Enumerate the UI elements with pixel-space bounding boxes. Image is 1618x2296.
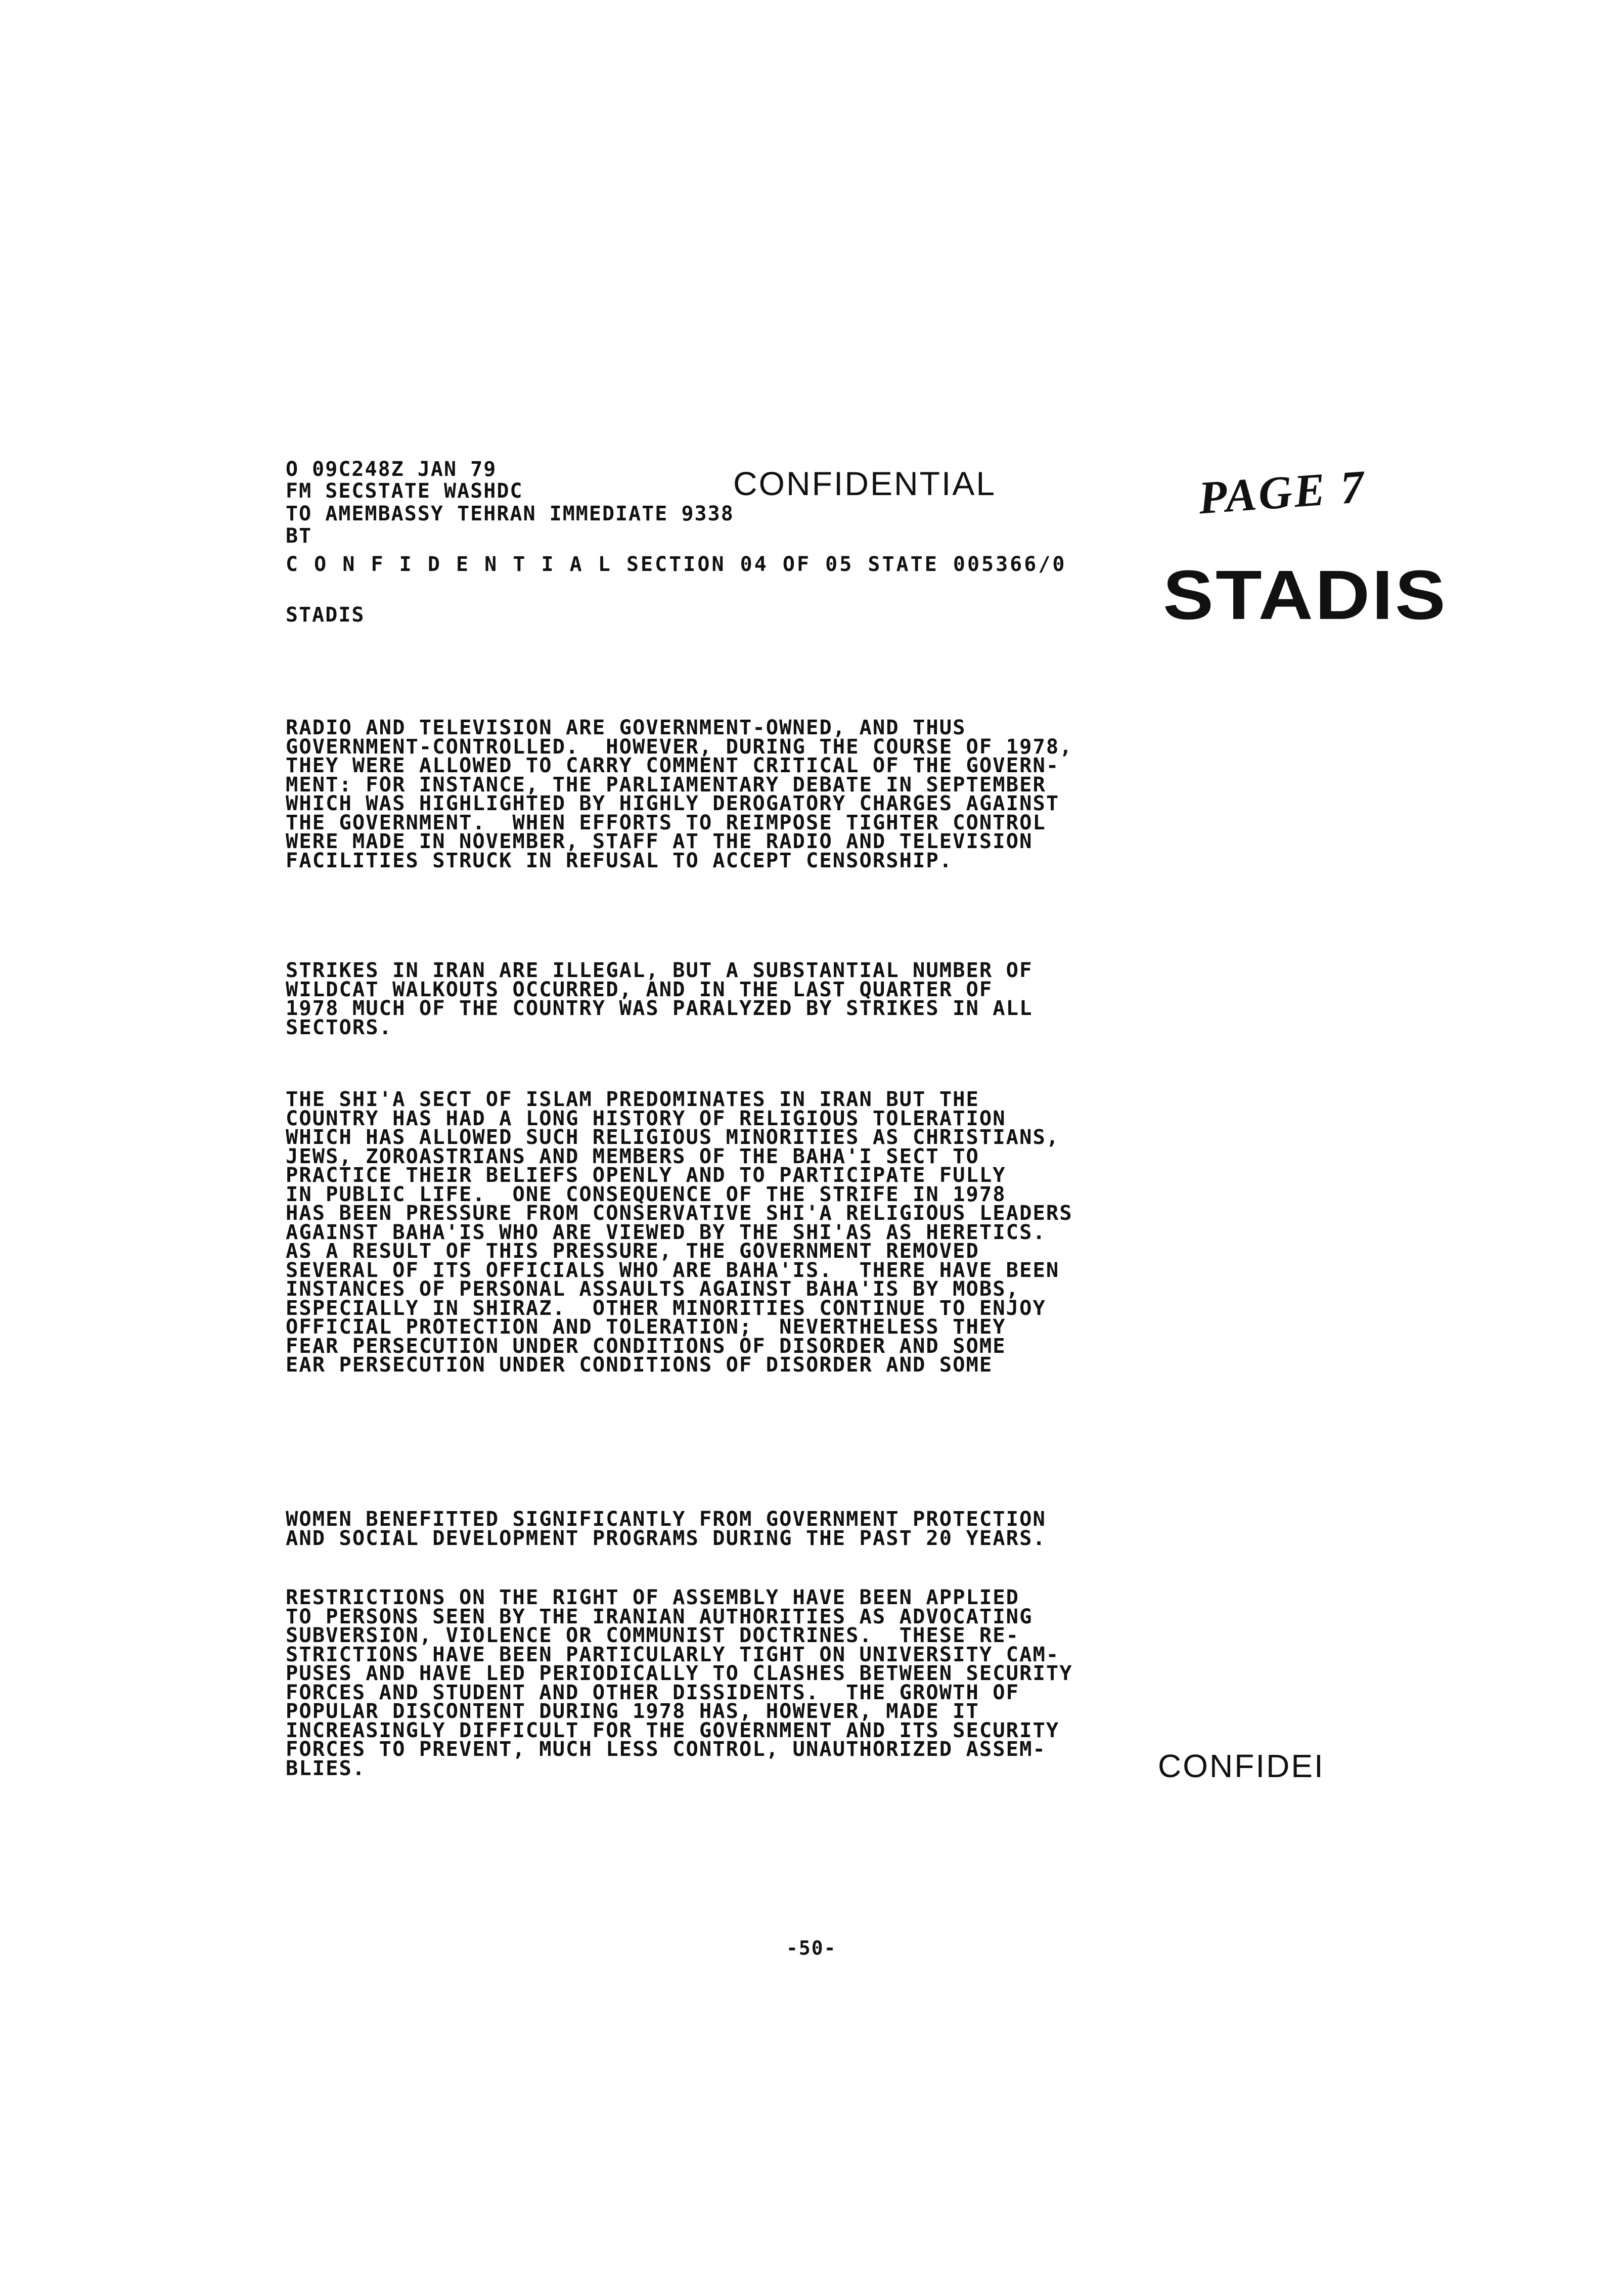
- dtg-line: O 09C248Z JAN 79: [286, 458, 497, 481]
- to-line: TO AMEMBASSY TEHRAN IMMEDIATE 9338: [286, 502, 734, 525]
- confidential-stamp-bottom: CONFIDEI: [1158, 1748, 1325, 1784]
- page-number: -50-: [786, 1937, 837, 1959]
- paragraph-religious-minorities: THE SHI'A SECT OF ISLAM PREDOMINATES IN IRAN BUT THE COUNTRY HAS HAD A LONG HISTORY OF RELIGIOUS TOLERATION WHICH HAS ALLOWED SUCH RELIGIOUS MINORITIES AS CHRISTIANS, JEWS, ZOROASTRIANS AND MEMBERS OF THE BAHA'I SECT TO PRACTICE THEIR BELIEFS OPENLY AND TO PARTICIPATE FULLY IN PUBLIC LIFE. ONE CONSEQUENCE OF THE STRIFE IN 1978 HAS BEEN PRESSURE FROM CONSERVATIVE SHI'A RELIGIOUS LEADERS AGAINST BAHA'IS WHO ARE VIEWED BY THE SHI'AS AS HERETICS. AS A RESULT OF THIS PRESSURE, THE GOVERNMENT REMOVED SEVERAL OF ITS OFFICIALS WHO ARE BAHA'IS. THERE HAVE BEEN INSTANCES OF PERSONAL ASSAULTS AGAINST BAHA'IS BY MOBS, ESPECIALLY IN SHIRAZ. OTHER MINORITIES CONTINUE TO ENJOY OFFICIAL PROTECTION AND TOLERATION; NEVERTHELESS THEY FEAR PERSECUTION UNDER CONDITIONS OF DISORDER AND SOME EAR PERSECUTION UNDER CONDITIONS OF DISORDER AND SOME: [286, 1087, 1073, 1377]
- stadis-stamp: STADIS: [1163, 555, 1448, 634]
- paragraph-women: WOMEN BENEFITTED SIGNIFICANTLY FROM GOVERNMENT PROTECTION AND SOCIAL DEVELOPMENT PROGRAMS DURING THE PAST 20 YEARS.: [286, 1507, 1046, 1550]
- bt-line: BT: [286, 524, 312, 548]
- stadis-caption: STADIS: [286, 603, 365, 627]
- classification-line: C O N F I D E N T I A L SECTION 04 OF 05 STATE 005366/0: [286, 553, 1067, 576]
- page-number-handwritten: PAGE 7: [1196, 460, 1368, 524]
- paragraph-strikes: STRIKES IN IRAN ARE ILLEGAL, BUT A SUBSTANTIAL NUMBER OF WILDCAT WALKOUTS OCCURRED, AND IN THE LAST QUARTER OF 1978 MUCH OF THE COUNTRY WAS PARALYZED BY STRIKES IN ALL SECTORS.: [286, 958, 1033, 1039]
- paragraph-radio-television: RADIO AND TELEVISION ARE GOVERNMENT-OWNED, AND THUS GOVERNMENT-CONTROLLED. HOWEVER, DURING THE COURSE OF 1978, THEY WERE ALLOWED TO CARRY COMMENT CRITICAL OF THE GOVERN- MENT: FOR INSTANCE, THE PARLIAMENTARY DEBATE IN SEPTEMBER WHICH WAS HIGHLIGHTED BY HIGHLY DEROGATORY CHARGES AGAINST THE GOVERNMENT. WHEN EFFORTS TO REIMPOSE TIGHTER CONTROL WERE MADE IN NOVEMBER, STAFF AT THE RADIO AND TELEVISION FACILITIES STRUCK IN REFUSAL TO ACCEPT CENSORSHIP.: [286, 715, 1073, 872]
- paragraph-assembly: RESTRICTIONS ON THE RIGHT OF ASSEMBLY HAVE BEEN APPLIED TO PERSONS SEEN BY THE IRANIAN AUTHORITIES AS ADVOCATING SUBVERSION, VIOLENCE OR COMMUNIST DOCTRINES. THESE RE- STRICTIONS HAVE BEEN PARTICULARLY TIGHT ON UNIVERSITY CAM- PUSES AND HAVE LED PERIODICALLY TO CLASHES BETWEEN SECURITY FORCES AND STUDENT AND OTHER DISSIDENTS. THE GROWTH OF POPULAR DISCONTENT DURING 1978 HAS, HOWEVER, MADE IT INCREASINGLY DIFFICULT FOR THE GOVERNMENT AND ITS SECURITY FORCES TO PREVENT, MUCH LESS CONTROL, UNAUTHORIZED ASSEM- BLIES.: [286, 1585, 1073, 1780]
- from-line: FM SECSTATE WASHDC: [286, 479, 523, 503]
- confidential-stamp-top: CONFIDENTIAL: [733, 465, 997, 502]
